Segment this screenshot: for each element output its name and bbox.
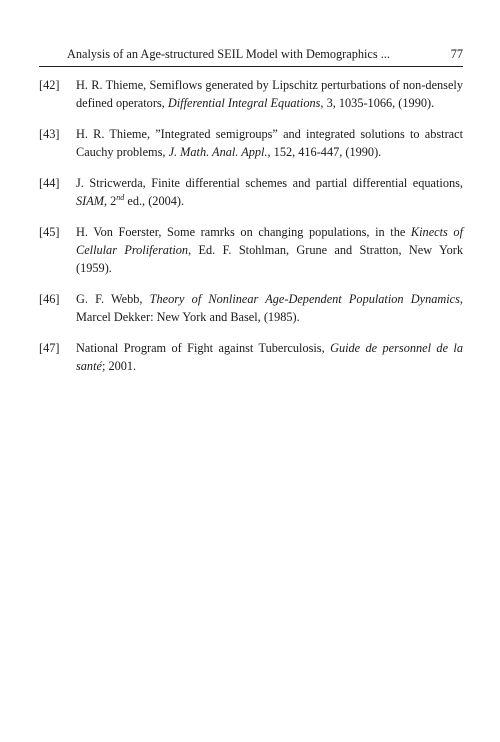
reference-text — [76, 223, 463, 277]
reference-book: Guide de personnel de la santé — [76, 341, 464, 373]
reference-item — [39, 125, 463, 161]
reference-text — [76, 174, 463, 210]
reference-details: , Marcel Dekker: New York and Basel, (1985). — [76, 292, 463, 324]
reference-text — [76, 76, 463, 112]
reference-authors-title: H. R. Thieme, Semiflows generated by Lipschitz perturbations of non-densely defined operators, — [76, 78, 463, 110]
reference-details: , 3, 1035-1066, (1990). — [320, 96, 435, 110]
running-title: Analysis of an Age-structured SEIL Model with Demographics ... — [67, 47, 390, 61]
reference-journal: J. Math. Anal. Appl. — [168, 145, 268, 159]
reference-journal: SIAM — [76, 194, 104, 208]
reference-item — [39, 76, 463, 112]
reference-text — [76, 339, 463, 375]
reference-number: [44] — [39, 176, 60, 190]
reference-number: [46] — [39, 292, 60, 306]
reference-details: , Ed. F. Stohlman, Grune and Stratton, New York (1959). — [76, 243, 463, 275]
reference-book: Kinects of Cellular Proliferation — [76, 225, 463, 257]
reference-list — [39, 76, 463, 388]
reference-details: , 152, 416-447, (1990). — [267, 145, 382, 159]
reference-authors: National Program of Fight against Tuberculosis, — [76, 341, 331, 355]
reference-details-tail: ed., (2004). — [124, 194, 185, 208]
reference-item — [39, 290, 463, 326]
reference-number: [42] — [39, 78, 60, 92]
edition-superscript: nd — [116, 192, 125, 202]
reference-authors-title: H. R. Thieme, ”Integrated semigroups” and integrated solutions to abstract Cauchy problems, — [76, 127, 463, 159]
reference-authors-title: H. Von Foerster, Some ramrks on changing populations, in the — [76, 225, 411, 239]
reference-number: [45] — [39, 225, 60, 239]
running-header — [39, 46, 463, 67]
reference-journal: Differential Integral Equations — [167, 96, 321, 110]
reference-number: [43] — [39, 127, 60, 141]
reference-authors: G. F. Webb, — [76, 292, 150, 306]
reference-item — [39, 223, 463, 277]
reference-details: ; 2001. — [101, 359, 137, 373]
reference-details: , 2 — [104, 194, 117, 208]
reference-text — [76, 125, 463, 161]
reference-item — [39, 339, 463, 375]
reference-authors-title: J. Stricwerda, Finite differential schemes and partial differential equations, — [76, 176, 463, 190]
reference-number: [47] — [39, 341, 60, 355]
reference-text — [76, 290, 463, 326]
reference-item — [39, 174, 463, 210]
page-number: 77 — [450, 47, 463, 61]
reference-book: Theory of Nonlinear Age-Dependent Population Dynamics — [149, 292, 460, 306]
